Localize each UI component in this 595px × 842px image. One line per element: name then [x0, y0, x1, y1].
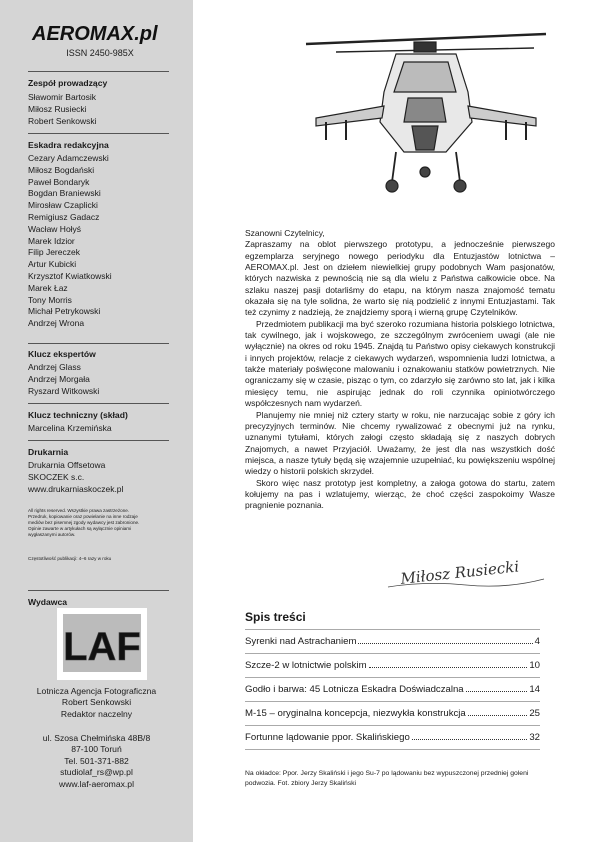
team-member: Miłosz Rusiecki: [28, 103, 87, 114]
publisher-address: [0, 733, 193, 790]
squadron-member: Krzysztof Kwiatkowski: [28, 270, 112, 281]
rights-notice: [28, 508, 170, 538]
printing-heading: Drukarnia: [28, 447, 69, 457]
toc-divider: [245, 725, 540, 726]
divider: [28, 343, 169, 344]
website: www.laf-aeromax.pl: [59, 778, 134, 789]
divider: [28, 133, 169, 134]
toc-item[interactable]: [245, 660, 540, 671]
toc-item-page: 10: [529, 660, 540, 671]
technical-heading: Klucz techniczny (skład): [28, 410, 128, 420]
sidebar: [0, 0, 193, 842]
toc-divider: [245, 677, 540, 678]
toc-divider: [245, 701, 540, 702]
expert-member: Andrzej Morgała: [28, 373, 90, 384]
toc-item-title: Fortunne lądowanie ppor. Skalińskiego: [245, 732, 410, 743]
squadron-member: Andrzej Wrona: [28, 318, 85, 329]
publisher-heading: Wydawca: [28, 597, 68, 607]
team-list: [28, 92, 97, 127]
divider: [28, 440, 169, 441]
toc-divider: [245, 629, 540, 630]
squadron-list: [28, 153, 112, 330]
publisher-line: Redaktor naczelny: [60, 708, 133, 719]
technical-member: Marcelina Krzemińska: [28, 423, 112, 433]
squadron-member: Artur Kubicki: [28, 259, 77, 270]
squadron-member: Miłosz Bogdański: [28, 164, 95, 175]
helicopter-illustration: [296, 22, 556, 202]
toc-item-title: Szcze-2 w lotnictwie polskim: [245, 660, 367, 671]
toc-item[interactable]: [245, 708, 540, 719]
printing-line: SKOCZEK s.c.: [28, 471, 85, 482]
squadron-member: Paweł Bondaryk: [28, 176, 90, 187]
logo-text: AEROMAX.pl: [32, 23, 158, 45]
cover-caption: Na okładce: Ppor. Jerzy Skaliński i jego Su-7 po lądowaniu bez wypuszczonej przedniej goleni podwozia. Fot. zbiory Jerzy Skaliński: [245, 770, 529, 787]
team-member: Sławomir Bartosik: [28, 92, 97, 102]
team-member: Robert Senkowski: [28, 115, 97, 126]
squadron-member: Bogdan Braniewski: [28, 188, 101, 199]
aeromax-logo: [30, 20, 170, 46]
printing-list: [28, 460, 123, 495]
toc-title: Spis treści: [245, 610, 306, 624]
email: studiolaf_rs@wp.pl: [60, 767, 133, 778]
toc-item-title: Syrenki nad Astrachaniem: [245, 636, 357, 647]
publisher-info: [0, 686, 193, 720]
toc-item-title: M-15 – oryginalna koncepcja, niezwykła konstrukcja: [245, 708, 466, 719]
laf-logo-text: LAF: [63, 625, 141, 669]
issn: ISSN 2450-985X: [66, 48, 134, 58]
divider: [28, 403, 169, 404]
letter-paragraph: Przedmiotem publikacji ma być szeroko rozumiana historia polskiego lotnictwa, tak cywilnego, jak i wojskowego, ze szczególnym zwróceniem uwagi (ale nie wyłącznie) na okres od roku 1945. Znajdą tu Państwo opisy ciekawych konstrukcji i innych projektów, relacje z ciekawych wydarzeń, wspomnienia ludzi lotnictwa, a także materiały poświęcone malowaniu i oznakowaniu statków powietrznych. Nie ograniczamy się w czasie, pisząc o tym, co zdarzyło się zarówno sto lat, jak i kilka miesięcy temu, nie aspirując jednak do roli czynnika opiniotwórczego współczesnych nam wydarzeń.: [245, 318, 555, 409]
rights-line: wygłaszanymi autorów.: [28, 532, 76, 537]
rights-line: All rights reserved. Wszystkie prawa zastrzeżone.: [28, 508, 130, 513]
toc-divider: [245, 653, 540, 654]
squadron-member: Marek Łaz: [28, 282, 68, 293]
experts-list: [28, 362, 99, 397]
squadron-heading: Eskadra redakcyjna: [28, 140, 109, 150]
rights-line: Opinie zawarte w artykułach są wyłącznie opiniami: [28, 526, 132, 531]
squadron-member: Marek Idzior: [28, 235, 75, 246]
toc-item-page: 32: [529, 732, 540, 743]
divider: [28, 590, 169, 591]
toc-item-page: 14: [529, 684, 540, 695]
phone: Tel. 501-371-882: [64, 755, 129, 766]
squadron-member: Michał Petrykowski: [28, 306, 101, 317]
team-heading: Zespół prowadzący: [28, 78, 108, 88]
letter-paragraph: Planujemy nie mniej niż cztery starty w roku, nie narzucając sobie z góry ich precyzyjnych terminów. Nie chcemy rywalizować z obecnymi już na rynku, uznanymi tytułami, których załogi często składają się z naszych dobrych Znajomych, a nawet Przyjaciół. Uważamy, że jest dla nas wszystkich dość miejsca, a nasze tytuły będą się wzajemnie uzupełniać, ku powiększeniu wspólnej wiedzy o historii polskich skrzydeł.: [245, 409, 555, 477]
publication-frequency: Częstotliwość publikacji: 4–6 razy w roku: [28, 556, 112, 561]
toc-item[interactable]: [245, 732, 540, 743]
signature: [386, 545, 546, 590]
toc-item-page: 4: [534, 636, 540, 647]
expert-member: Ryszard Witkowski: [28, 385, 100, 396]
toc-item-page: 25: [529, 708, 540, 719]
letter-paragraph: Zapraszamy na oblot pierwszego prototypu, a jednocześnie pierwszego egzemplarza seryjnego nowego periodyku dla Entuzjastów lotnictwa – AEROMAX.pl. Jest on dziełem niewielkiej grupy podobnych Wam pasjonatów, których nazwiska z pewnością nie są dla wielu z Państwa całkowicie obce. Na szlaku naszej pasji dotarliśmy do etapu, na którym nasza znajomość tematu okazała się na tyle solidna, że warto się nią podzielić z innymi Entuzjastami. Tak też czynimy z nadzieją, że znajdziemy sporą i wierną grupę Czytelników.: [245, 239, 555, 318]
squadron-member: Wacław Hołyś: [28, 223, 82, 234]
address-line: 87-100 Toruń: [71, 744, 122, 755]
squadron-member: Mirosław Czaplicki: [28, 200, 98, 211]
letter-paragraph: Skoro więc nasz prototyp jest kompletny, a załoga gotowa do startu, zatem kołujemy na pas i wzlatujemy, wierząc, że choć części zaspokoimy Wasze pragnienie poznania.: [245, 477, 555, 511]
divider: [28, 71, 169, 72]
toc-item[interactable]: [245, 636, 540, 647]
laf-logo: [57, 608, 147, 680]
squadron-member: Cezary Adamczewski: [28, 153, 109, 163]
toc-item[interactable]: [245, 684, 540, 695]
printing-line: www.drukarniaskoczek.pl: [28, 483, 124, 494]
toc-divider: [245, 749, 540, 750]
signature-text: Miłosz Rusiecki: [399, 557, 520, 588]
publisher-line: Robert Senkowski: [61, 697, 132, 708]
squadron-member: Filip Jereczek: [28, 247, 80, 258]
printing-line: Drukarnia Offsetowa: [28, 460, 106, 470]
rights-line: Przedruk, kopiowanie oraz powielanie na inne rodzaje: [28, 514, 138, 519]
squadron-member: Tony Morris: [28, 294, 72, 305]
technical-list: [28, 423, 112, 435]
toc-item-title: Godło i barwa: 45 Lotnicza Eskadra Doświadczalna: [245, 684, 464, 695]
experts-heading: Klucz ekspertów: [28, 349, 96, 359]
greeting: Szanowni Czytelnicy,: [245, 228, 325, 238]
publisher-line: Lotnicza Agencja Fotograficzna: [36, 686, 157, 696]
rights-line: mediów bez pisemnej zgody wydawcy jest zabronione.: [28, 520, 140, 525]
squadron-member: Remigiusz Gadacz: [28, 211, 100, 222]
expert-member: Andrzej Glass: [28, 362, 81, 372]
editorial-letter: [245, 228, 555, 512]
address-line: ul. Szosa Chełmińska 48B/8: [42, 733, 151, 743]
